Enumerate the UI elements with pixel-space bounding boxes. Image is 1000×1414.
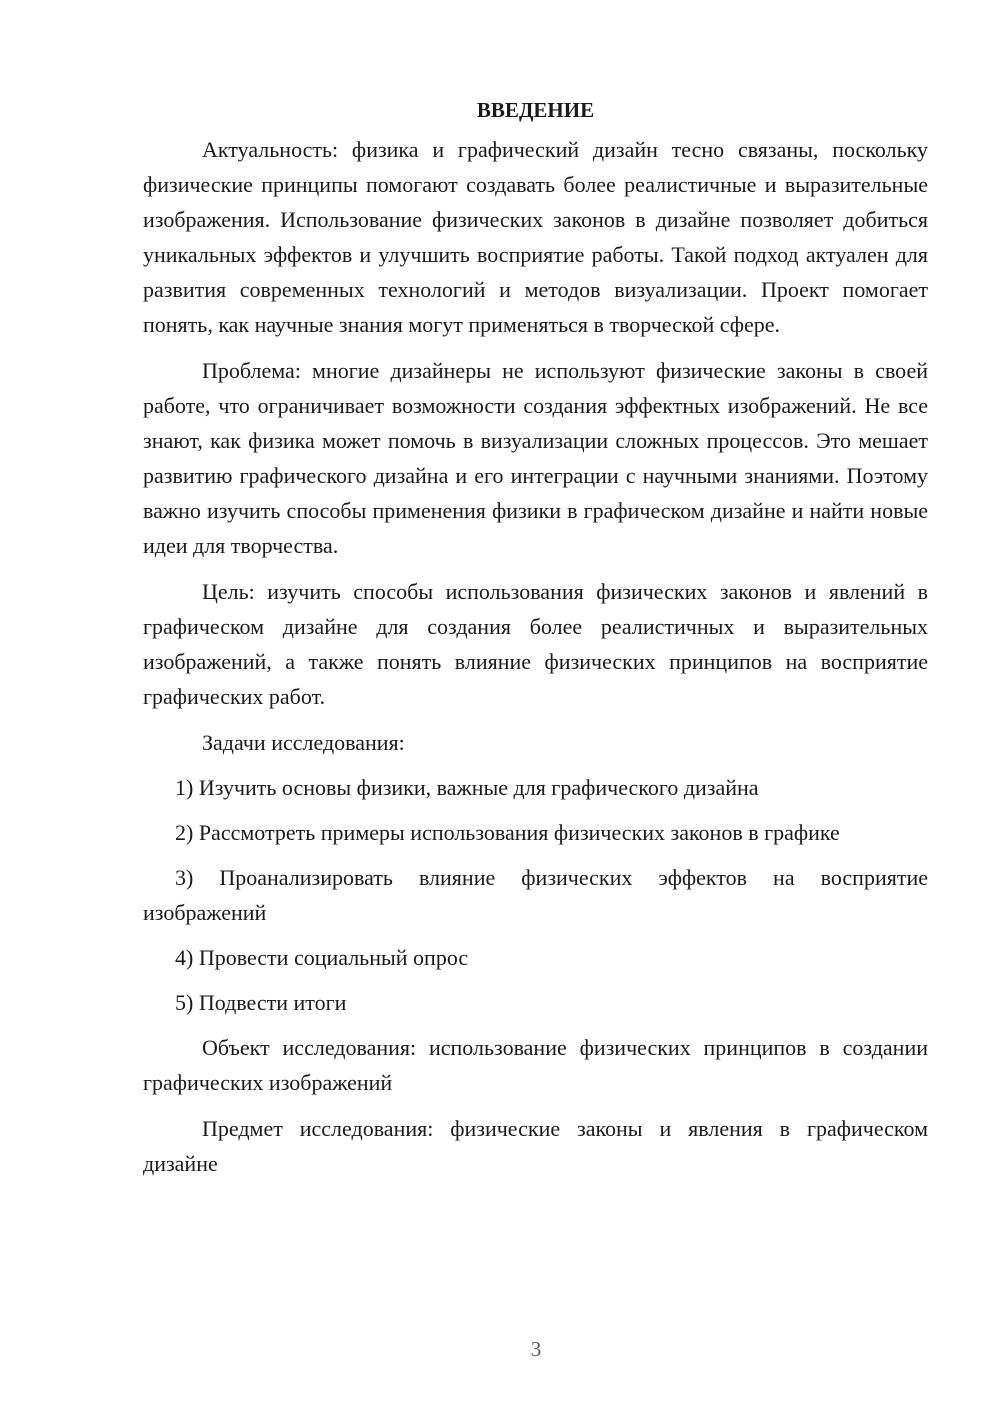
task-item-2: 2) Рассмотреть примеры использования физических законов в графике (175, 820, 840, 845)
page-content (143, 93, 928, 1192)
tasks-heading: Задачи исследования: (202, 730, 405, 755)
task-item-5: 5) Подвести итоги (175, 990, 347, 1015)
subject-paragraph: Предмет исследования: физические законы и явления в графическом дизайне (143, 1116, 928, 1176)
page-number: 3 (530, 1337, 542, 1361)
problem-paragraph: Проблема: многие дизайнеры не используют физические законы в своей работе, что ограничивает возможности создания эффектных изображений. Не все знают, как физика может помочь в визуализации сложных процессов. Это мешает развитию графического дизайна и его интеграции с научными знаниями. Поэтому важно изучить способы применения физики в графическом дизайне и найти новые идеи для творчества. (143, 358, 928, 558)
section-title: ВВЕДЕНИЕ (476, 98, 595, 122)
task-item-1: 1) Изучить основы физики, важные для графического дизайна (175, 775, 759, 800)
object-paragraph: Объект исследования: использование физических принципов в создании графических изображений (143, 1035, 928, 1095)
relevance-paragraph: Актуальность: физика и графический дизайн тесно связаны, поскольку физические принципы помогают создавать более реалистичные и выразительные изображения. Использование физических законов в дизайне позволяет добиться уникальных эффектов и улучшить восприятие работы. Такой подход актуален для развития современных технологий и методов визуализации. Проект помогает понять, как научные знания могут применяться в творческой сфере. (143, 137, 928, 337)
task-item-4: 4) Провести социальный опрос (175, 945, 469, 970)
task-item-3: 3) Проанализировать влияние физических эффектов на восприятие изображений (143, 865, 928, 925)
goal-paragraph: Цель: изучить способы использования физических законов и явлений в графическом дизайне для создания более реалистичных и выразительных изображений, а также понять влияние физических принципов на восприятие графических работ. (143, 579, 928, 709)
